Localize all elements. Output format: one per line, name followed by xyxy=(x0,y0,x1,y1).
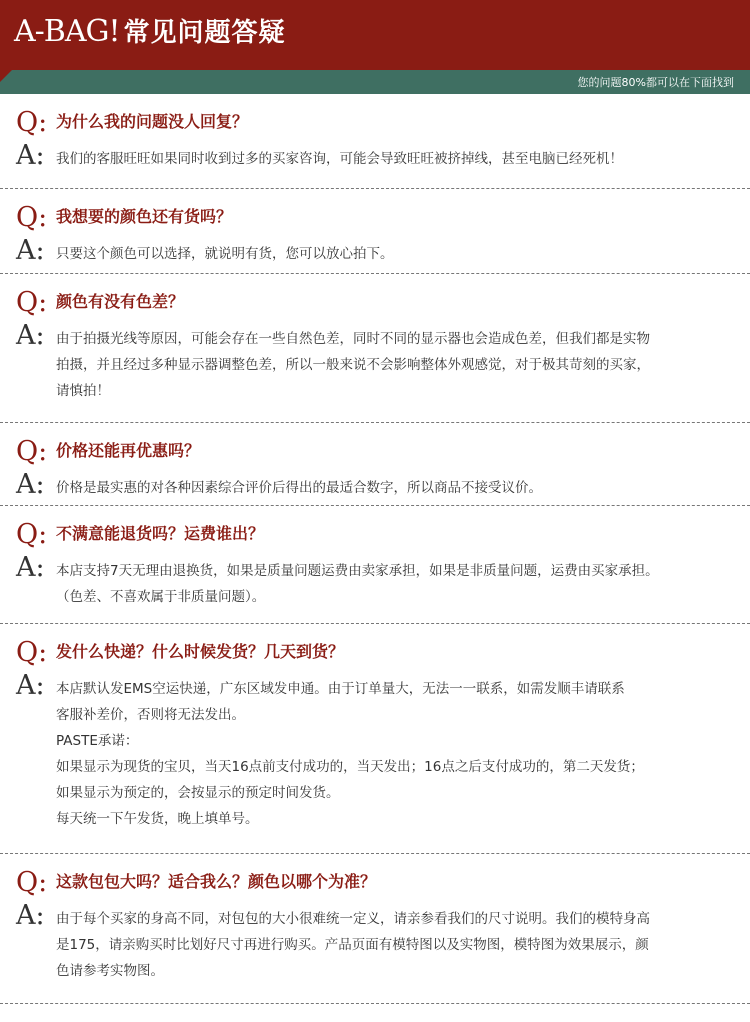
answer-row xyxy=(16,235,730,267)
question-row xyxy=(16,107,730,138)
q-letter: Q: xyxy=(16,202,48,233)
answer-line: 是175，请亲购买时比划好尺寸再进行购买。产品页面有模特图以及实物图，模特图为效果展示，颜 xyxy=(56,937,649,953)
question-text: 价格还能再优惠吗？ xyxy=(56,441,201,460)
question-text: 不满意能退货吗？运费谁出？ xyxy=(56,524,265,543)
answer-text xyxy=(56,475,730,501)
question-text: 发什么快递？什么时候发货？几天到货？ xyxy=(56,642,345,661)
question-row xyxy=(16,637,730,668)
a-letter: A: xyxy=(16,900,45,931)
question-row xyxy=(16,287,730,318)
answer-row xyxy=(16,469,730,501)
a-letter: A: xyxy=(16,320,45,351)
faq-item xyxy=(0,274,750,423)
answer-text xyxy=(56,241,730,267)
answer-line: 本店支持7天无理由退换货，如果是质量问题运费由卖家承担，如果是非质量问题，运费由买家承担。 xyxy=(56,563,659,579)
a-letter: A: xyxy=(16,670,45,701)
answer-text xyxy=(56,676,730,832)
question-row xyxy=(16,436,730,467)
answer-row xyxy=(16,900,730,984)
question-row xyxy=(16,519,730,550)
answer-row xyxy=(16,670,730,832)
answer-line: 本店默认发EMS空运快递，广东区域发申通。由于订单量大，无法一一联系，如需发顺丰请联系 xyxy=(56,681,625,697)
q-letter: Q: xyxy=(16,637,48,668)
answer-line: 色请参考实物图。 xyxy=(56,963,164,979)
q-letter: Q: xyxy=(16,436,48,467)
faq-item xyxy=(0,423,750,506)
answer-line: 客服补差价，否则将无法发出。 xyxy=(56,707,245,723)
answer-line: 价格是最实惠的对各种因素综合评价后得出的最适合数字，所以商品不接受议价。 xyxy=(56,480,542,496)
answer-row xyxy=(16,552,730,610)
answer-row xyxy=(16,140,730,172)
question-row xyxy=(16,202,730,233)
answer-line: 我们的客服旺旺如果同时收到过多的买家咨询，可能会导致旺旺被挤掉线，甚至电脑已经死机！ xyxy=(56,151,623,167)
question-text: 我想要的颜色还有货吗？ xyxy=(56,207,233,226)
question-text: 颜色有没有色差？ xyxy=(56,292,185,311)
answer-line: 如果显示为现货的宝贝，当天16点前支付成功的，当天发出；16点之后支付成功的，第二天发货； xyxy=(56,759,644,775)
q-letter: Q: xyxy=(16,287,48,318)
page-title: 常见问题答疑 xyxy=(123,18,286,48)
answer-line: 如果显示为预定的，会按显示的预定时间发货。 xyxy=(56,785,340,801)
question-text: 这款包包大吗？适合我么？颜色以哪个为准？ xyxy=(56,872,377,891)
subtitle-text: 您的问题80%都可以在下面找到 xyxy=(577,76,734,89)
brand-logo xyxy=(14,14,286,51)
faq-item xyxy=(0,854,750,1004)
question-text: 为什么我的问题没人回复？ xyxy=(56,112,249,131)
answer-text xyxy=(56,146,730,172)
answer-line: 每天统一下午发货，晚上填单号。 xyxy=(56,811,259,827)
answer-line: 请慎拍！ xyxy=(56,383,110,399)
subtitle-band xyxy=(0,70,750,94)
brand-name: A-BAG! xyxy=(14,14,120,49)
faq-item xyxy=(0,506,750,624)
a-letter: A: xyxy=(16,235,45,266)
faq-item xyxy=(0,94,750,189)
q-letter: Q: xyxy=(16,519,48,550)
a-letter: A: xyxy=(16,552,45,583)
faq-item xyxy=(0,624,750,854)
a-letter: A: xyxy=(16,469,45,500)
answer-line: PASTE承诺： xyxy=(56,733,139,749)
answer-text xyxy=(56,326,730,404)
faq-list xyxy=(0,94,750,1004)
answer-line: （色差、不喜欢属于非质量问题）。 xyxy=(56,589,266,605)
answer-line: 由于每个买家的身高不同，对包包的大小很难统一定义，请亲参看我们的尺寸说明。我们的模特身高 xyxy=(56,911,650,927)
answer-line: 只要这个颜色可以选择，就说明有货，您可以放心拍下。 xyxy=(56,246,394,262)
q-letter: Q: xyxy=(16,107,48,138)
a-letter: A: xyxy=(16,140,45,171)
answer-line: 拍摄，并且经过多种显示器调整色差，所以一般来说不会影响整体外观感觉，对于极其苛刻的买家， xyxy=(56,357,650,373)
page-header xyxy=(0,0,750,70)
faq-item xyxy=(0,189,750,274)
band-corner-decoration xyxy=(0,70,12,82)
answer-text xyxy=(56,558,730,610)
answer-line: 由于拍摄光线等原因，可能会存在一些自然色差，同时不同的显示器也会造成色差，但我们都是实物 xyxy=(56,331,650,347)
q-letter: Q: xyxy=(16,867,48,898)
question-row xyxy=(16,867,730,898)
answer-row xyxy=(16,320,730,404)
answer-text xyxy=(56,906,730,984)
